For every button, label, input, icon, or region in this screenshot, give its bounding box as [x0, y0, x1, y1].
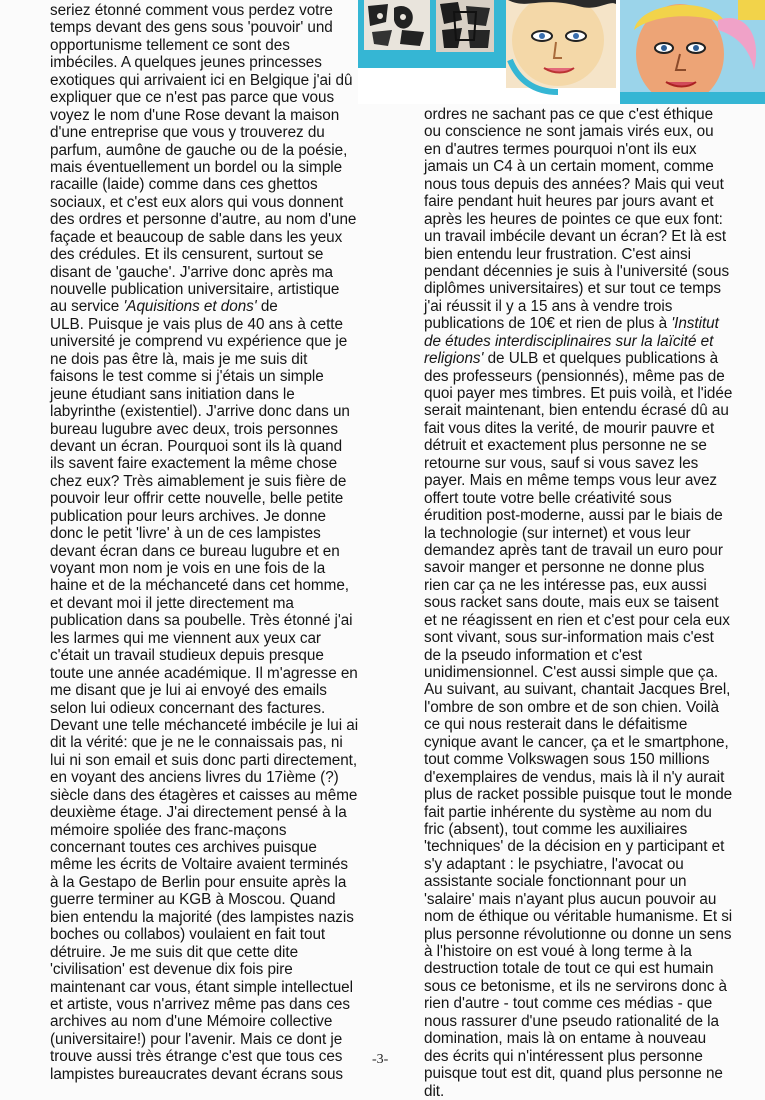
text-line: [424, 141, 738, 158]
text-run: archives au nom d'une Mémoire collective: [50, 1013, 333, 1031]
text-run: après les heures de pointes ce que eux font:: [424, 210, 723, 228]
text-line: [50, 246, 368, 263]
text-line: [424, 385, 738, 402]
text-run: j'ai réussit il y a 15 ans à vendre trois: [424, 297, 673, 315]
text-line: [424, 769, 738, 786]
text-run: publication pour leurs archives. Je donne: [50, 507, 327, 525]
text-line: [50, 734, 368, 751]
text-column-left: [50, 2, 368, 1083]
text-run: des écrits qui n'intéressent plus personne: [424, 1047, 703, 1065]
text-line: [50, 856, 368, 873]
text-line: [424, 315, 738, 332]
text-run: d'une entreprise que vous y trouverez du: [50, 124, 325, 142]
text-run: de ULB et quelques publications à: [483, 350, 719, 368]
text-line: [50, 874, 368, 891]
text-run: des crédules. Et ils censurent, surtout se: [50, 246, 324, 264]
text-run: bureau lugubre avec deux, trois personnes: [50, 420, 338, 438]
text-line: [424, 908, 738, 925]
text-line: [424, 734, 738, 751]
text-run: en voyant des anciens livres du 17ième (?): [50, 769, 339, 787]
text-line: [424, 1065, 738, 1082]
text-run: faisons le test comme si j'étais un simple: [50, 368, 324, 386]
page-number: -3-: [372, 1052, 389, 1067]
header-collage-painting: [358, 0, 765, 104]
text-run: même les écrits de Voltaire avaient terminés: [50, 856, 348, 874]
text-run: demandez après tant de travail un euro pour: [424, 541, 723, 559]
text-run: de la pseudo information et c'est: [424, 646, 643, 664]
text-run: devant écran dans ce bureau lugubre et en: [50, 542, 340, 560]
text-run: en d'autres termes pourquoi n'ont ils eux: [424, 140, 697, 158]
text-line: [50, 752, 368, 769]
text-run: mais éventuellement un bordel ou la simple: [50, 158, 343, 176]
text-run: unidimensionnel. C'est aussi simple que ça.: [424, 664, 719, 681]
text-run: selon lui odieux concernant des factures.: [50, 699, 326, 717]
text-run: offert toute votre belle créativité sous: [424, 489, 672, 507]
text-run: nous rassurer d'une pseudo rationalité de la: [424, 1012, 719, 1030]
text-line: [50, 54, 368, 71]
text-run: publication dans sa poubelle. Très étonné j'ai: [50, 612, 353, 630]
text-run: me disant que je lui ai envoyé des emails: [50, 682, 327, 700]
text-line: [424, 472, 738, 489]
text-line: [424, 193, 738, 210]
text-line: [424, 664, 738, 681]
text-run: retourne sur vous, sauf si vous savez les: [424, 454, 699, 472]
text-line: [424, 542, 738, 559]
text-line: [50, 107, 368, 124]
text-run: détruire. Je me suis dit que cette dite: [50, 943, 299, 961]
text-run: fric (absent), tout comme les auxiliaires: [424, 820, 688, 838]
text-line: [50, 700, 368, 717]
text-line: [424, 123, 738, 140]
text-run: 'civilisation' est devenue dix fois pire: [50, 961, 293, 979]
text-line: [50, 351, 368, 368]
text-run: opportunisme tellement ce sont des: [50, 36, 290, 54]
text-line: [50, 612, 368, 629]
text-run: labyrinthe (existentiel). J'arrive donc dans un: [50, 403, 350, 421]
text-line: [50, 176, 368, 193]
text-run: ce qui nous resterait dans le défaitisme: [424, 716, 688, 734]
text-line: [50, 229, 368, 246]
text-line: [424, 995, 738, 1012]
text-line: [424, 960, 738, 977]
text-run: ou conscience ne sont jamais virés eux, ou: [424, 123, 714, 141]
text-line: [424, 838, 738, 855]
text-line: [424, 786, 738, 803]
text-line: [50, 403, 368, 420]
text-line: [424, 716, 738, 733]
text-run: voyez le nom d'une Rose devant la maison: [50, 106, 340, 124]
text-run: cynique avant le cancer, ça et le smartphone,: [424, 733, 729, 751]
text-line: [424, 525, 738, 542]
text-line: [50, 1066, 368, 1083]
text-line: [50, 316, 368, 333]
text-line: [50, 787, 368, 804]
text-run: payer. Mais en même temps vous leur avez: [424, 472, 718, 490]
text-run: temps devant des gens sous 'pouvoir' und: [50, 19, 333, 37]
text-line: [50, 368, 368, 385]
text-run: disant de 'gauche'. J'arrive donc après ma: [50, 263, 334, 281]
text-run: faire pendant huit heures par jours avant et: [424, 193, 714, 211]
text-run: 'salaire' mais n'ayant plus aucun pouvoir au: [424, 890, 717, 908]
text-line: [50, 1048, 368, 1065]
text-run: sont vivant, sous sur-information mais c'est: [424, 629, 714, 647]
text-run: c'était un travail studieux depuis presque: [50, 647, 324, 665]
text-run: deuxième étage. J'ai directement pensé à la: [50, 804, 347, 822]
text-line: [424, 873, 738, 890]
text-line: [424, 804, 738, 821]
text-line: [50, 438, 368, 455]
text-run: détruit et exactement plus personne ne se: [424, 437, 707, 455]
text-line: [50, 682, 368, 699]
text-run: des professeurs (pensionnés), même pas de: [424, 367, 725, 385]
text-run: diplômes universitaires) et sur tout ce temps: [424, 280, 722, 298]
text-line: [424, 943, 738, 960]
text-run: maintenant car vous, étant simple intellectuel: [50, 978, 353, 996]
text-line: [424, 1013, 738, 1030]
text-line: [424, 926, 738, 943]
text-line: [424, 577, 738, 594]
text-run: concernant toutes ces archives puisque: [50, 839, 317, 856]
text-run: voyant mon nom je vois en une fois de la: [50, 560, 326, 577]
text-line: [50, 281, 368, 298]
text-run: assistante sociale fonctionnant pour un: [424, 873, 687, 891]
text-run: siècle dans des étagères et caisses au même: [50, 786, 358, 804]
text-run: pouvoir leur offrir cette nouvelle, belle petite: [50, 490, 344, 508]
text-line: [50, 804, 368, 821]
text-line: [50, 996, 368, 1013]
text-run: nom de éthique ou véritable humanisme. Et si: [424, 908, 733, 926]
text-line: [424, 158, 738, 175]
text-run: jeune étudiant sans initiation dans le: [50, 385, 295, 403]
text-line: [50, 194, 368, 211]
text-run: lui ni son email et suis donc parti directement,: [50, 751, 358, 769]
text-line: [424, 891, 738, 908]
text-run: toute une année académique. Il m'agresse en: [50, 664, 358, 682]
text-line: [424, 507, 738, 524]
text-run: ordres ne sachant pas ce que c'est éthique: [424, 106, 714, 123]
text-line: [50, 769, 368, 786]
text-run: publications de 10€ et rien de plus à: [424, 315, 672, 333]
text-run: savoir manger et personne ne donne plus: [424, 559, 705, 577]
text-line: [424, 751, 738, 768]
text-line: [50, 525, 368, 542]
text-line: [424, 211, 738, 228]
text-run: à l'histoire on est voué à long terme à la: [424, 943, 692, 960]
text-line: [424, 106, 738, 123]
text-column-right: [424, 106, 738, 1100]
text-run: pendant décennies je suis à l'université (sous: [424, 262, 730, 280]
text-line: [424, 821, 738, 838]
text-run: s'y adaptant : le psychiatre, l'avocat ou: [424, 855, 684, 873]
text-run: haine et de la méchanceté dans cet homme,: [50, 577, 349, 595]
text-run: serait maintenant, bien entendu écrasé dû au: [424, 402, 729, 420]
text-line: [50, 2, 368, 19]
text-line: [424, 298, 738, 315]
text-line: [424, 490, 738, 507]
text-run: 'techniques' de la décision en y participant et: [424, 838, 725, 856]
text-line: [50, 386, 368, 403]
text-line: [50, 159, 368, 176]
text-line: [424, 1083, 738, 1100]
text-line: [50, 333, 368, 350]
text-line: [424, 280, 738, 297]
text-line: [50, 577, 368, 594]
text-run: au service: [50, 298, 124, 316]
text-line: [50, 839, 368, 856]
text-run: rien car ça ne les intéresse pas, eux aussi: [424, 576, 707, 594]
text-run: nous tous depuis des années? Mais qui veut: [424, 175, 724, 193]
text-run: façade et beaucoup de sable dans les yeux: [50, 228, 343, 246]
text-run: chez eux? Très aimablement je suis fière de: [50, 472, 347, 490]
text-line: [50, 264, 368, 281]
text-line: [50, 979, 368, 996]
text-line: [50, 595, 368, 612]
text-line: [50, 717, 368, 734]
text-run: la technologie (sur internet) et vous leur: [424, 524, 691, 542]
text-line: [424, 350, 738, 367]
text-line: [50, 1031, 368, 1048]
text-line: [424, 333, 738, 350]
text-run: seriez étonné comment vous perdez votre: [50, 2, 333, 19]
text-run: boches ou collabos) voulaient en fait tout: [50, 926, 326, 944]
text-run: lampistes bureaucrates devant écrans sous: [50, 1065, 343, 1083]
text-run: bien entendu la majorité (des lampistes nazis: [50, 908, 354, 926]
text-line: [424, 455, 738, 472]
text-line: [424, 629, 738, 646]
text-run: les larmes qui me viennent aux yeux car: [50, 629, 321, 647]
text-run: et ne réagissent en rien et c'est pour cela eux: [424, 611, 730, 629]
text-run: donc le petit 'livre' à un de ces lampistes: [50, 525, 321, 543]
text-line: [50, 926, 368, 943]
text-line: [50, 1013, 368, 1030]
collage-painting-icon: [358, 0, 765, 104]
italic-text: religions': [424, 350, 484, 368]
italic-text: de études interdisciplinaires sur la laïcité et: [424, 332, 714, 350]
text-line: [50, 490, 368, 507]
text-line: [50, 944, 368, 961]
text-line: [424, 246, 738, 263]
text-run: ULB. Puisque je vais plus de 40 ans à cette: [50, 315, 343, 333]
text-run: mémoire spoliée des franc-maçons: [50, 821, 287, 839]
text-run: fait partie inhérente du système au nom du: [424, 803, 712, 821]
text-line: [50, 124, 368, 141]
text-run: dit.: [424, 1082, 445, 1100]
text-line: [50, 961, 368, 978]
text-run: un travail imbécile devant un écran? Et là est: [424, 228, 727, 246]
text-line: [50, 211, 368, 228]
text-line: [50, 822, 368, 839]
text-run: rien d'autre - tout comme ces médias - que: [424, 995, 713, 1013]
text-line: [50, 630, 368, 647]
text-run: destruction totale de tout ce qui est humain: [424, 960, 714, 978]
text-run: imbéciles. A quelques jeunes princesses: [50, 54, 322, 72]
text-run: plus de racket possible puisque tout le monde: [424, 786, 733, 804]
text-run: d'exemplaires de vendus, mais là il n'y aurait: [424, 768, 725, 786]
text-run: racaille (laide) comme dans ces ghettos: [50, 176, 318, 194]
text-run: à la Gestapo de Berlin pour ensuite après la: [50, 873, 347, 891]
text-line: [50, 37, 368, 54]
text-line: [424, 856, 738, 873]
text-run: puisque tout est dit, quand plus personne ne: [424, 1065, 723, 1083]
text-line: [50, 665, 368, 682]
text-line: [424, 681, 738, 698]
text-run: nouvelle publication universitaire, artistique: [50, 281, 340, 298]
text-line: [424, 978, 738, 995]
text-run: fait vous dites la verité, de mourir pauvre et: [424, 419, 715, 437]
text-run: expliquer que ce n'est pas parce que vous: [50, 89, 335, 107]
text-line: [424, 263, 738, 280]
italic-text: 'Aquisitions et dons': [123, 298, 257, 316]
text-line: [424, 368, 738, 385]
text-line: [424, 228, 738, 245]
text-line: [50, 455, 368, 472]
text-run: érudition post-moderne, aussi par le biais de: [424, 507, 723, 525]
text-line: [424, 594, 738, 611]
text-run: l'ombre de son ombre et de son chien. Voilà: [424, 698, 719, 716]
text-run: des ordres et personne d'autre, au nom d'une: [50, 211, 357, 229]
text-line: [50, 421, 368, 438]
text-line: [50, 89, 368, 106]
text-line: [424, 176, 738, 193]
text-run: trouve aussi très étrange c'est que tous ces: [50, 1048, 343, 1066]
text-run: parfum, aumône de gauche ou de la poésie,: [50, 141, 348, 159]
text-line: [50, 543, 368, 560]
text-line: [50, 560, 368, 577]
text-run: bien entendu leur frustration. C'est ainsi: [424, 245, 691, 263]
text-run: jamais un C4 à un certain moment, comme: [424, 158, 714, 176]
text-line: [50, 19, 368, 36]
text-line: [424, 420, 738, 437]
text-line: [50, 647, 368, 664]
text-run: (universitaire!) pour l'avenir. Mais ce dont je: [50, 1030, 343, 1048]
text-run: tout comme Volkswagen sous 150 millions: [424, 751, 710, 769]
text-line: [424, 647, 738, 664]
text-run: université je comprend vu expérience que je: [50, 333, 348, 351]
text-line: [424, 699, 738, 716]
text-run: dit la vérité: que je ne le connaissais pas, ni: [50, 734, 343, 752]
text-run: guerre terminer au KGB à Moscou. Quand: [50, 891, 336, 909]
text-line: [424, 437, 738, 454]
text-run: ne dois pas être là, mais je me suis dit: [50, 350, 308, 368]
text-line: [50, 298, 368, 315]
text-line: [424, 612, 738, 629]
text-line: [50, 891, 368, 908]
text-run: devant un écran. Pourquoi sont ils là quand: [50, 437, 343, 455]
text-line: [424, 402, 738, 419]
text-run: plus personne révolutionne ou donne un sens: [424, 925, 732, 943]
text-run: exotiques qui arrivaient ici en Belgique j'ai dû: [50, 71, 353, 89]
text-run: ils savent faire exactement la même chose: [50, 455, 338, 473]
text-run: et artiste, vous n'arrivez même pas dans ces: [50, 995, 350, 1013]
text-run: sous ce betonisme, et ils ne servirons donc à: [424, 977, 727, 995]
text-run: sous racket sans doute, mais eux se taisent: [424, 594, 719, 612]
text-line: [424, 1030, 738, 1047]
text-line: [424, 1048, 738, 1065]
text-run: quoi payer mes timbres. Et puis voilà, et l'idée: [424, 385, 733, 402]
text-line: [50, 909, 368, 926]
italic-text: 'Institut: [671, 315, 719, 333]
text-line: [424, 559, 738, 576]
text-line: [50, 508, 368, 525]
text-line: [50, 72, 368, 89]
text-run: et devant moi il jette directement ma: [50, 594, 294, 612]
text-run: sociaux, et c'est eux alors qui vous donnent: [50, 193, 344, 211]
text-run: domination, mais là on entame à nouveau: [424, 1030, 707, 1048]
text-run: de: [256, 298, 278, 316]
text-line: [50, 142, 368, 159]
text-run: Au suivant, au suivant, chantait Jacques Brel,: [424, 681, 731, 699]
text-run: Devant une telle méchanceté imbécile je lui ai: [50, 716, 359, 734]
text-line: [50, 473, 368, 490]
